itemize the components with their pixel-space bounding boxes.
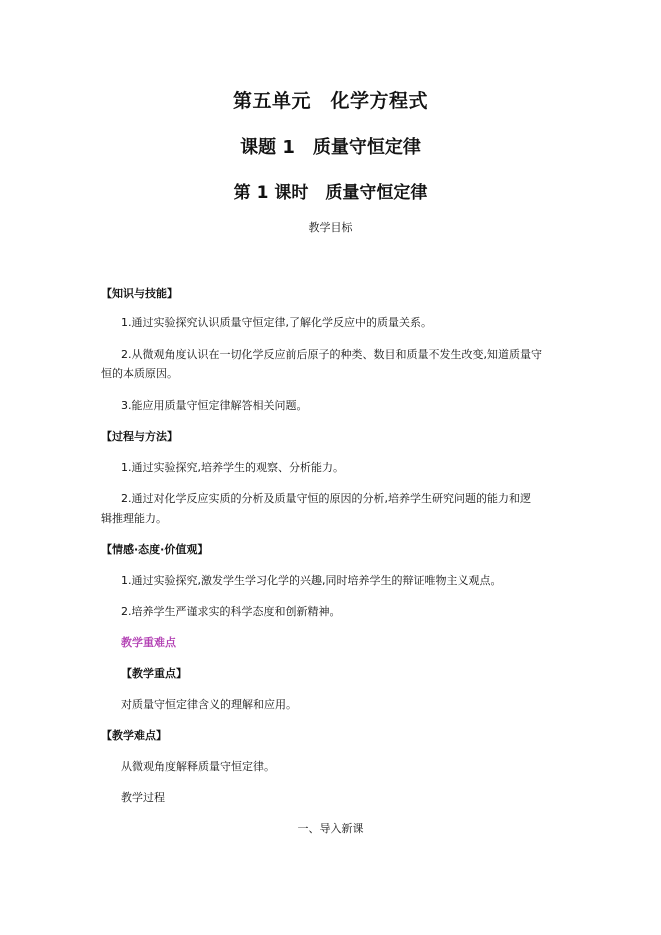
lesson-title: 课题 1 质量守恒定律	[240, 137, 421, 158]
emotion-item-1: 1.通过实验探究,激发学生学习化学的兴趣,同时培养学生的辩证唯物主义观点。	[121, 574, 502, 587]
process-item-2-line-1: 2.通过对化学反应实质的分析及质量守恒的原因的分析,培养学生研究问题的能力和逻	[121, 492, 531, 505]
knowledge-item-3: 3.能应用质量守恒定律解答相关问题。	[121, 399, 308, 412]
period-title: 第 1 课时 质量守恒定律	[233, 183, 428, 203]
emotion-item-2: 2.培养学生严谨求实的科学态度和创新精神。	[121, 605, 341, 618]
difficulty-heading: 【教学难点】	[101, 729, 167, 742]
focus-heading: 【教学重点】	[121, 667, 187, 680]
focus-text: 对质量守恒定律含义的理解和应用。	[121, 698, 297, 711]
procedure-step-1: 一、导入新课	[297, 822, 364, 835]
key-points-heading: 教学重难点	[121, 636, 176, 649]
process-item-1: 1.通过实验探究,培养学生的观察、分析能力。	[121, 461, 344, 474]
difficulty-text: 从微观角度解释质量守恒定律。	[121, 760, 275, 773]
objectives-heading: 教学目标	[308, 221, 353, 234]
process-item-2-line-2: 辑推理能力。	[101, 512, 167, 525]
process-heading: 【过程与方法】	[101, 430, 178, 443]
knowledge-heading: 【知识与技能】	[101, 287, 178, 300]
emotion-heading: 【情感·态度·价值观】	[101, 543, 209, 556]
procedure-heading: 教学过程	[121, 791, 165, 804]
knowledge-item-2-line-1: 2.从微观角度认识在一切化学反应前后原子的种类、数目和质量不发生改变,知道质量守	[121, 348, 542, 361]
unit-title: 第五单元 化学方程式	[232, 90, 428, 112]
knowledge-item-1: 1.通过实验探究认识质量守恒定律,了解化学反应中的质量关系。	[121, 316, 432, 329]
knowledge-item-2-line-2: 恒的本质原因。	[101, 367, 178, 380]
